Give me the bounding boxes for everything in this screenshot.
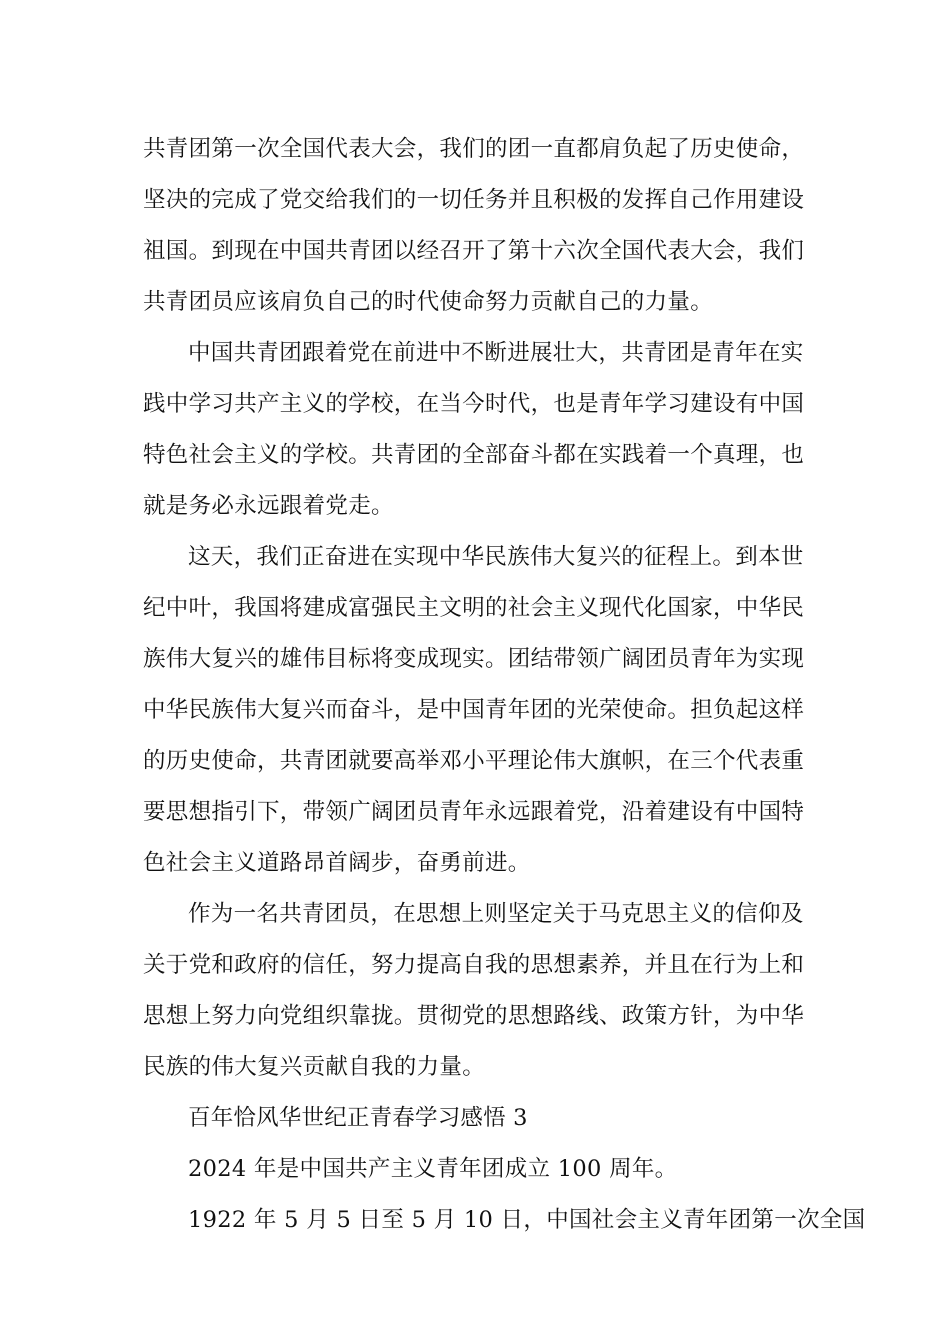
heading-text: 百年恰风华世纪正青春学习感悟 3 bbox=[188, 1105, 528, 1131]
paragraph-1 bbox=[143, 124, 808, 328]
text-line: 色社会主义道路昂首阔步，奋勇前进。 bbox=[143, 850, 531, 876]
text-line: 这天，我们正奋进在实现中华民族伟大复兴的征程上。到本世 bbox=[188, 544, 804, 570]
text-line: 坚决的完成了党交给我们的一切任务并且积极的发挥自己作用建设 bbox=[143, 187, 805, 213]
paragraph-2 bbox=[143, 328, 808, 532]
paragraph-3 bbox=[143, 532, 808, 889]
text-line: 1922 年 5 月 5 日至 5 月 10 日，中国社会主义青年团第一次全国 bbox=[188, 1207, 866, 1233]
text-line: 中国共青团跟着党在前进中不断进展壮大，共青团是青年在实 bbox=[188, 340, 804, 366]
text-line: 祖国。到现在中国共青团以经召开了第十六次全国代表大会，我们 bbox=[143, 238, 805, 264]
text-line: 思想上努力向党组织靠拢。贯彻党的思想路线、政策方针，为中华 bbox=[143, 1003, 805, 1029]
text-line: 就是务必永远跟着党走。 bbox=[143, 493, 394, 519]
text-line: 2024 年是中国共产主义青年团成立 100 周年。 bbox=[188, 1156, 678, 1182]
text-line: 共青团第一次全国代表大会，我们的团一直都肩负起了历史使命， bbox=[143, 136, 805, 162]
document-body bbox=[143, 124, 866, 1246]
text-line: 纪中叶，我国将建成富强民主文明的社会主义现代化国家，中华民 bbox=[143, 595, 805, 621]
paragraph-7 bbox=[143, 1195, 866, 1246]
text-line: 共青团员应该肩负自己的时代使命努力贡献自己的力量。 bbox=[143, 289, 714, 315]
text-line: 的历史使命，共青团就要高举邓小平理论伟大旗帜，在三个代表重 bbox=[143, 748, 805, 774]
text-line: 族伟大复兴的雄伟目标将变成现实。团结带领广阔团员青年为实现 bbox=[143, 646, 805, 672]
section-heading bbox=[143, 1093, 808, 1144]
text-line: 关于党和政府的信任，努力提高自我的思想素养，并且在行为上和 bbox=[143, 952, 805, 978]
text-line: 要思想指引下，带领广阔团员青年永远跟着党，沿着建设有中国特 bbox=[143, 799, 805, 825]
paragraph-4 bbox=[143, 889, 808, 1093]
text-line: 中华民族伟大复兴而奋斗，是中国青年团的光荣使命。担负起这样 bbox=[143, 697, 805, 723]
text-line: 践中学习共产主义的学校，在当今时代，也是青年学习建设有中国 bbox=[143, 391, 805, 417]
text-line: 作为一名共青团员，在思想上则坚定关于马克思主义的信仰及 bbox=[188, 901, 804, 927]
paragraph-6 bbox=[143, 1144, 808, 1195]
text-line: 特色社会主义的学校。共青团的全部奋斗都在实践着一个真理，也 bbox=[143, 442, 805, 468]
text-line: 民族的伟大复兴贡献自我的力量。 bbox=[143, 1054, 486, 1080]
